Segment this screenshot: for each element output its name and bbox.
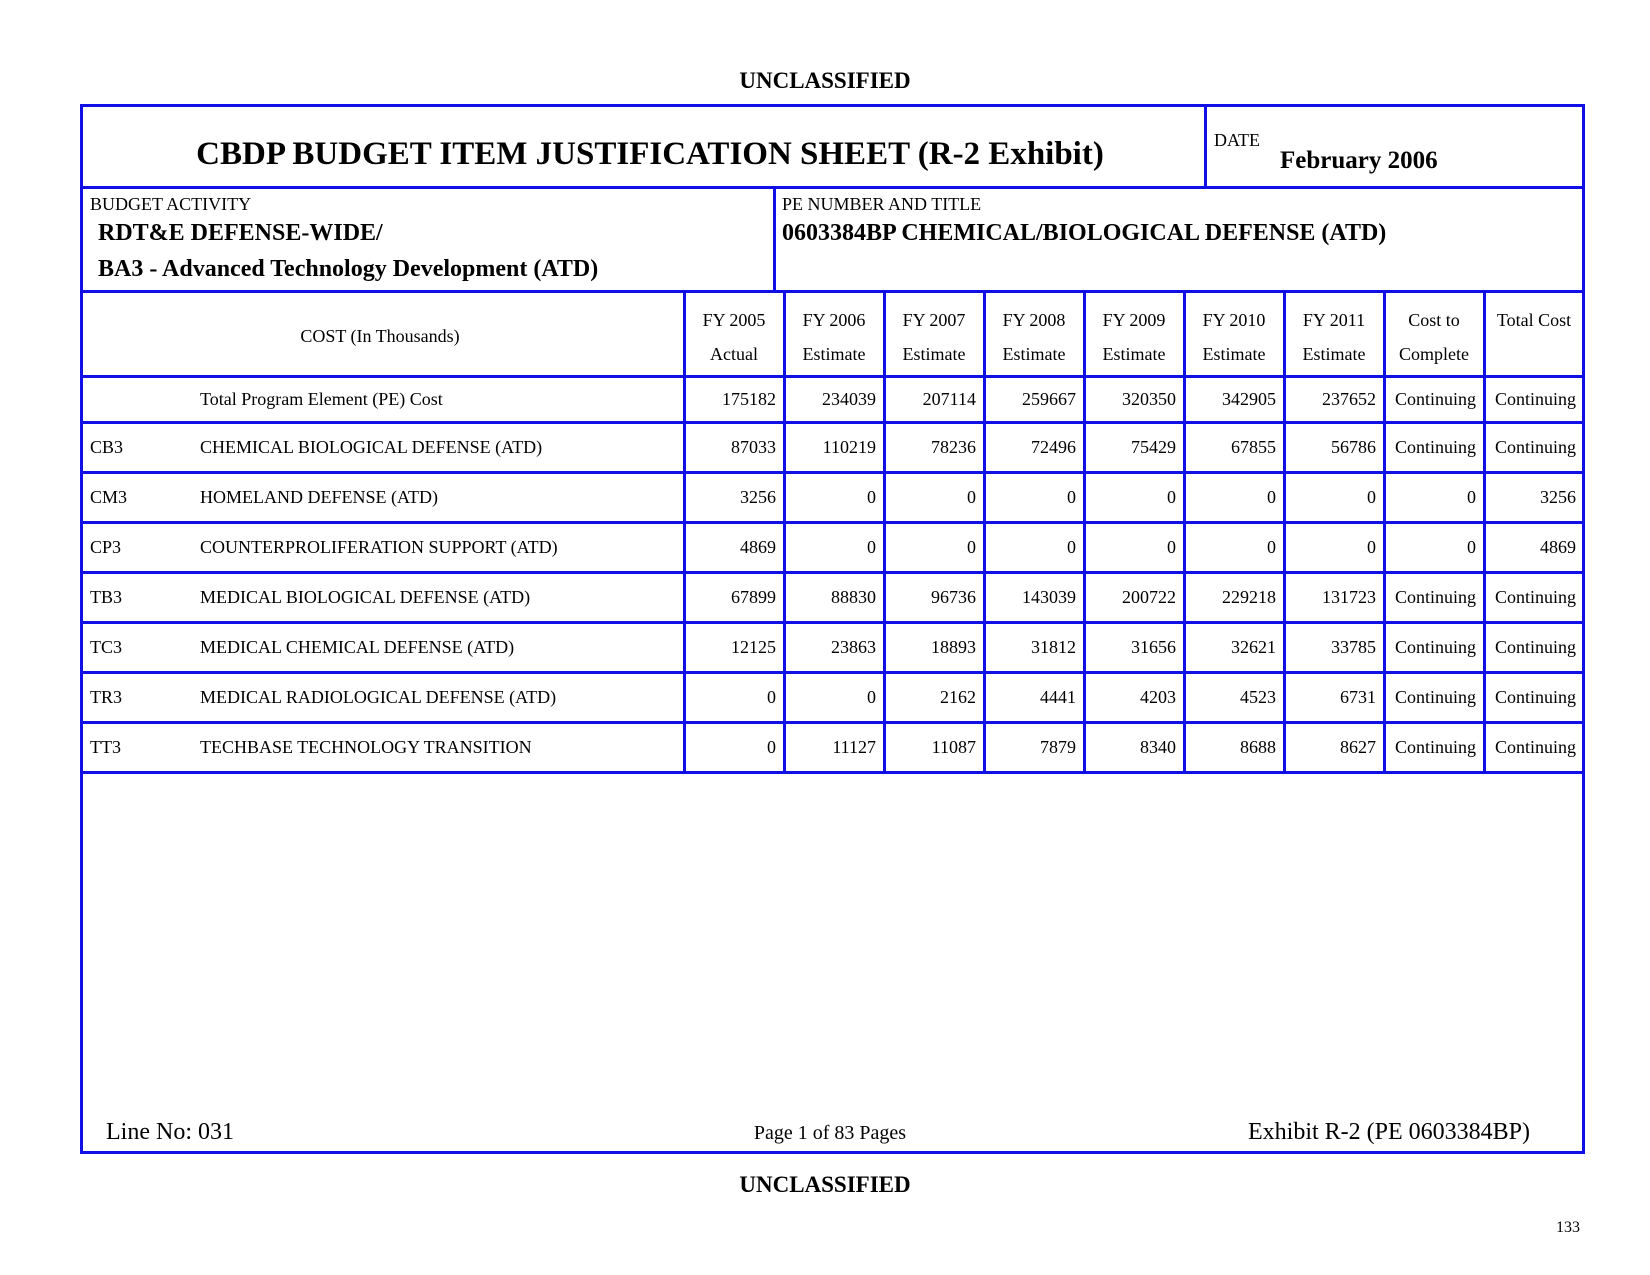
table-cell: 4523 [1240,687,1276,707]
table-cell: 0 [1467,487,1476,507]
table-cell: 0 [867,537,876,557]
table-cell: Continuing [1394,637,1476,657]
table-cell: 0 [1067,487,1076,507]
table-cell: 56786 [1331,437,1376,457]
table-cell: 67855 [1231,437,1276,457]
table-cell: 259667 [1022,389,1076,409]
table-cell: Continuing [1494,737,1576,757]
column-header [1086,303,1182,371]
table-cell: 67899 [731,587,776,607]
table-cell: 11127 [832,737,876,757]
table-cell: 8688 [1240,737,1276,757]
table-cell: 110219 [822,437,876,457]
table-cell: 4869 [740,537,776,557]
table-cell: 0 [767,737,776,757]
row-name: CHEMICAL BIOLOGICAL DEFENSE (ATD) [200,437,543,457]
classification-bottom: UNCLASSIFIED [739,1172,911,1197]
table-cell: 7879 [1040,737,1076,757]
column-header-line2: Estimate [902,344,966,364]
column-header [1186,303,1282,371]
table-cell: Continuing [1494,389,1576,409]
table-cell: 143039 [1022,587,1076,607]
budget-activity-line2: BA3 - Advanced Technology Development (ATD) [98,256,599,282]
date-label: DATE [1214,130,1260,150]
column-header-line2: Estimate [802,344,866,364]
row-code: CM3 [90,487,128,507]
footer-line-no: Line No: 031 [106,1119,234,1145]
table-cell: 0 [1467,537,1476,557]
column-header [786,303,882,371]
row-code: TT3 [90,737,121,757]
rule-table-bottom [80,771,1585,774]
table-cell: 0 [867,687,876,707]
table-cell: 6731 [1340,687,1376,707]
table-cell: 200722 [1122,587,1176,607]
classification-top: UNCLASSIFIED [739,68,911,93]
table-cell: Continuing [1494,637,1576,657]
table-cell: 229218 [1222,587,1276,607]
table-cell: 31812 [1031,637,1076,657]
column-header-line2: Actual [710,344,758,364]
table-cell: 0 [1167,487,1176,507]
table-cell: 3256 [740,487,776,507]
rule-activity-bottom [80,290,1585,293]
table-cell: Continuing [1394,587,1476,607]
table-cell: 8627 [1340,737,1376,757]
table-cell: 87033 [731,437,776,457]
table-cell: 88830 [831,587,876,607]
column-header-line1: FY 2009 [1102,310,1166,330]
table-cell: Continuing [1394,737,1476,757]
table-cell: Continuing [1394,437,1476,457]
column-header [1286,303,1382,371]
table-cell: 0 [1167,537,1176,557]
table-cell: 131723 [1322,587,1376,607]
row-name: MEDICAL RADIOLOGICAL DEFENSE (ATD) [200,687,557,707]
rule-date-divider [1204,104,1207,188]
budget-activity-line1: RDT&E DEFENSE-WIDE/ [98,220,383,246]
table-cell: 31656 [1131,637,1176,657]
row-code: CB3 [90,437,124,457]
column-header-line2: Estimate [1102,344,1166,364]
date-value: February 2006 [1280,147,1438,174]
row-name: COUNTERPROLIFERATION SUPPORT (ATD) [200,537,558,557]
table-cell: 72496 [1031,437,1076,457]
table-cell: 12125 [731,637,776,657]
column-header-line2: Estimate [1002,344,1066,364]
table-cell: 0 [967,487,976,507]
table-cell: 342905 [1222,389,1276,409]
column-header-line2 [1486,337,1582,371]
table-cell: 0 [967,537,976,557]
table-cell: 234039 [822,389,876,409]
table-cell: 0 [767,687,776,707]
column-header-line1: FY 2006 [802,310,866,330]
table-cell: 33785 [1331,637,1376,657]
row-name: HOMELAND DEFENSE (ATD) [200,487,438,507]
table-cell: Continuing [1494,437,1576,457]
column-header-line2: Estimate [1202,344,1266,364]
table-cell: 0 [1267,537,1276,557]
table-cell: 320350 [1122,389,1176,409]
table-cell: 0 [1367,537,1376,557]
table-cell: Continuing [1494,687,1576,707]
table-cell: 0 [867,487,876,507]
table-cell: Continuing [1394,389,1476,409]
cost-header: COST (In Thousands) [300,326,460,346]
table-cell: 4441 [1040,687,1076,707]
column-header-line1: FY 2005 [702,310,766,330]
table-cell: 2162 [940,687,976,707]
row-code: TC3 [90,637,123,657]
table-cell: 8340 [1140,737,1176,757]
row-code: CP3 [90,537,122,557]
column-header-line1: Cost to [1408,310,1460,330]
table-cell: 237652 [1322,389,1376,409]
row-name: MEDICAL BIOLOGICAL DEFENSE (ATD) [200,587,531,607]
table-cell: 4869 [1540,537,1576,557]
table-cell: 0 [1267,487,1276,507]
table-cell: 78236 [931,437,976,457]
column-header-line1: FY 2008 [1002,310,1066,330]
column-header [986,303,1082,371]
table-cell: 0 [1067,537,1076,557]
column-header-line1: FY 2010 [1202,310,1266,330]
column-header [1486,303,1582,371]
table-cell: 96736 [931,587,976,607]
pe-label: PE NUMBER AND TITLE [782,194,982,214]
table-cell: 207114 [922,389,976,409]
table-cell: 11087 [931,737,976,757]
table-cell: 3256 [1540,487,1576,507]
column-header-line1: FY 2011 [1302,310,1366,330]
table-cell: 75429 [1131,437,1176,457]
footer-page: Page 1 of 83 Pages [753,1122,907,1144]
row-code: TR3 [90,687,123,707]
table-cell: 18893 [931,637,976,657]
page-title: CBDP BUDGET ITEM JUSTIFICATION SHEET (R-2 Exhibit) [196,136,1104,172]
pe-value: 0603384BP CHEMICAL/BIOLOGICAL DEFENSE (ATD) [782,220,1387,246]
page-number: 133 [1556,1219,1580,1236]
table-cell: 23863 [831,637,876,657]
table-cell: 32621 [1231,637,1276,657]
column-header [886,303,982,371]
table-cell: 0 [1367,487,1376,507]
table-cell: Continuing [1394,687,1476,707]
column-header-line2: Estimate [1302,344,1366,364]
table-cell: 4203 [1140,687,1176,707]
table-cell: 175182 [722,389,776,409]
column-header-line1: FY 2007 [902,310,966,330]
table-cell: Continuing [1494,587,1576,607]
column-header [686,303,782,371]
row-name: MEDICAL CHEMICAL DEFENSE (ATD) [200,637,515,657]
column-header-line1: Total Cost [1496,310,1572,330]
row-name: Total Program Element (PE) Cost [200,389,443,409]
rule-activity-divider [773,188,776,292]
row-name: TECHBASE TECHNOLOGY TRANSITION [200,737,532,757]
footer-exhibit: Exhibit R-2 (PE 0603384BP) [1247,1119,1530,1145]
rule-title-bottom [80,186,1585,189]
row-code: TB3 [90,587,123,607]
column-header-line2: Complete [1399,344,1469,364]
budget-activity-label: BUDGET ACTIVITY [90,194,252,214]
column-header [1386,303,1482,371]
